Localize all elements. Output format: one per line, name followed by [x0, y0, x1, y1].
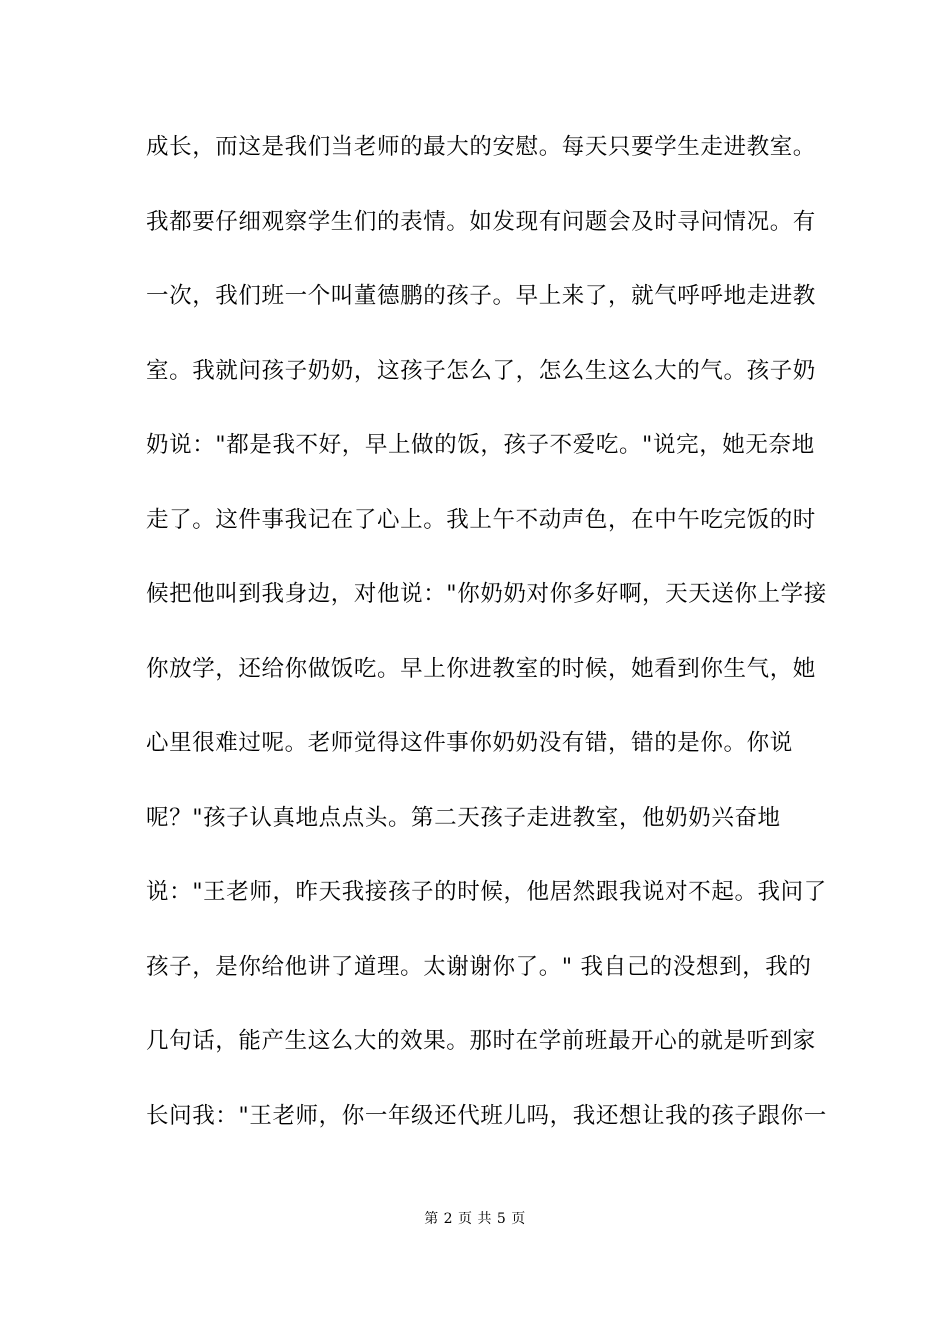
text-line-1: 成长，而这是我们当老师的最大的安慰。每天只要学生走进教室。	[146, 134, 816, 160]
page-number-footer: 第 2 页 共 5 页	[424, 1211, 526, 1227]
text-line-3: 一次，我们班一个叫董德鹏的孩子。早上来了，就气呼呼地走进教	[146, 283, 816, 309]
text-line-11: 说："王老师，昨天我接孩子的时候，他居然跟我说对不起。我问了	[146, 879, 827, 905]
text-line-4: 室。我就问孩子奶奶，这孩子怎么了，怎么生这么大的气。孩子奶	[146, 357, 816, 384]
text-line-9: 心里很难过呢。老师觉得这件事你奶奶没有错，错的是你。你说	[146, 730, 793, 756]
body-text	[146, 128, 827, 1171]
text-line-12: 孩子，是你给他讲了道理。太谢谢你了。" 我自己的没想到，我的	[146, 953, 812, 980]
text-line-6: 走了。这件事我记在了心上。我上午不动声色，在中午吃完饭的时	[146, 506, 816, 533]
text-line-2: 我都要仔细观察学生们的表情。如发现有问题会及时寻问情况。有	[146, 208, 816, 235]
text-line-8: 你放学，还给你做饭吃。早上你进教室的时候，她看到你生气，她	[146, 655, 816, 682]
text-line-7: 候把他叫到我身边，对他说："你奶奶对你多好啊，天天送你上学接	[146, 581, 827, 607]
text-line-14: 长问我："王老师，你一年级还代班儿吗，我还想让我的孩子跟你一	[146, 1102, 827, 1129]
text-line-13: 几句话，能产生这么大的效果。那时在学前班最开心的就是听到家	[146, 1028, 816, 1054]
text-line-10: 呢？"孩子认真地点点头。第二天孩子走进教室，他奶奶兴奋地	[146, 804, 781, 831]
text-line-5: 奶说："都是我不好，早上做的饭，孩子不爱吃。"说完，她无奈地	[146, 432, 815, 458]
